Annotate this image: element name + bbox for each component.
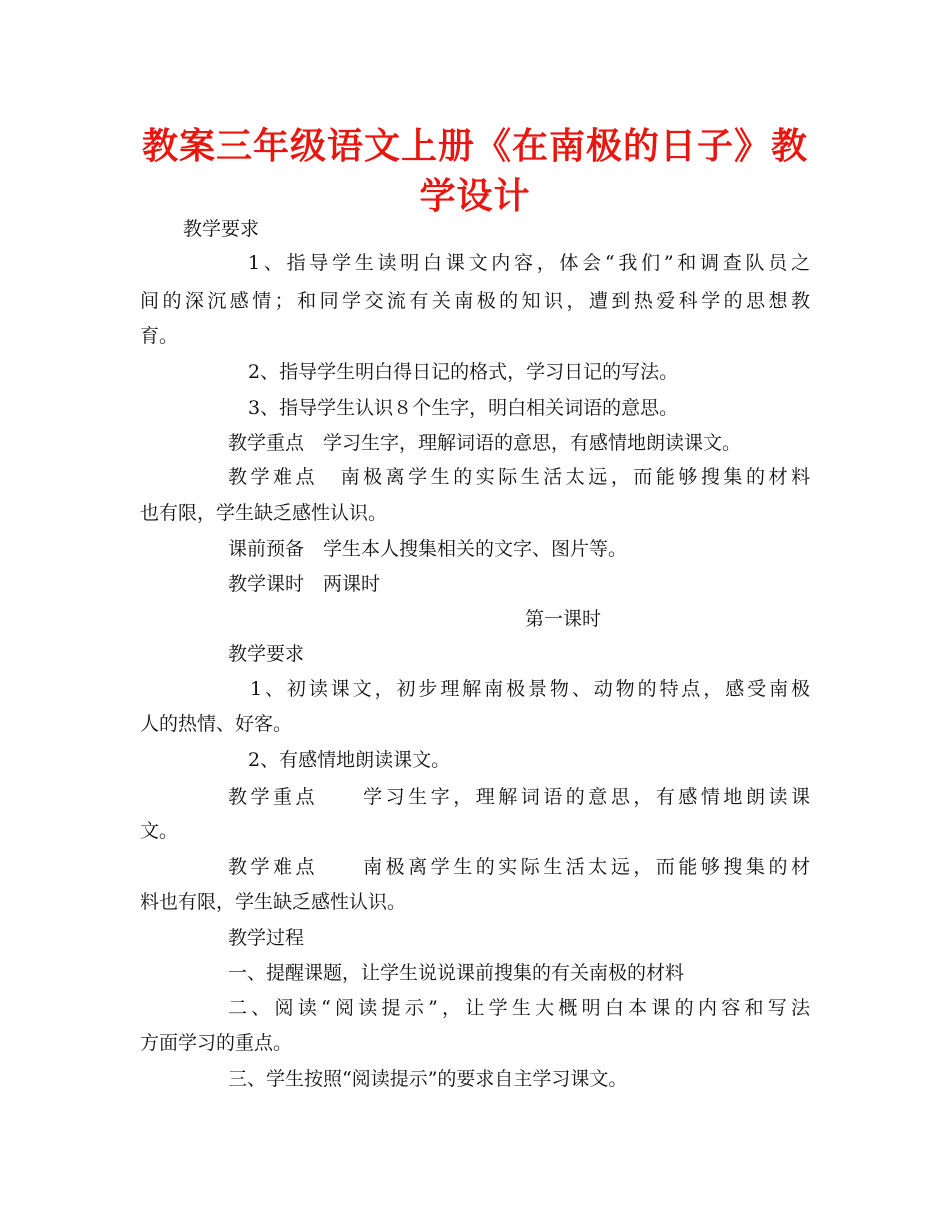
paragraph-line: 也有限，学生缺乏感性认识。 xyxy=(140,502,388,524)
section-heading: 教学要求 xyxy=(183,218,260,240)
paragraph-line: 教学重点 学习生字，理解词语的意思，有感情地朗读课 xyxy=(228,786,810,808)
paragraph-line: 3、指导学生认识８个生字，明白相关词语的意思。 xyxy=(248,397,679,419)
document-title xyxy=(120,122,830,222)
title-line-1: 教案三年级语文上册《在南极的日子》教 xyxy=(141,126,808,167)
paragraph-line: 人的热情、好客。 xyxy=(140,713,293,735)
lesson-heading: 第一课时 xyxy=(524,608,601,630)
paragraph-line: 料也有限，学生缺乏感性认识。 xyxy=(140,891,407,913)
title-line-2: 学设计 xyxy=(419,176,531,217)
paragraph-line: 教学课时 两课时 xyxy=(228,573,381,595)
paragraph-line: 三、学生按照“阅读提示”的要求自主学习课文。 xyxy=(228,1068,628,1090)
paragraph-line: 教学难点 南极离学生的实际生活太远，而能够搜集的材料 xyxy=(228,466,810,488)
section-heading: 教学过程 xyxy=(228,927,305,949)
paragraph-line: 二、阅读“阅读提示”，让学生大概明白本课的内容和写法 xyxy=(228,997,810,1019)
paragraph-line: 间的深沉感情；和同学交流有关南极的知识，遭到热爱科学的思想教 xyxy=(140,290,810,312)
paragraph-line: 教学难点 南极离学生的实际生活太远，而能够搜集的材 xyxy=(228,856,810,878)
paragraph-line: 一、提醒课题，让学生说说课前搜集的有关南极的材料 xyxy=(228,962,685,984)
paragraph-line: 文。 xyxy=(140,820,179,842)
paragraph-line: 育。 xyxy=(140,325,179,347)
paragraph-line: 1、初读课文，初步理解南极景物、动物的特点，感受南极 xyxy=(250,678,810,700)
paragraph-line: 教学重点 学习生字，理解词语的意思，有感情地朗读课文。 xyxy=(228,432,742,454)
paragraph-line: 方面学习的重点。 xyxy=(140,1032,293,1054)
paragraph-line: 1、指导学生读明白课文内容，体会“我们”和调查队员之 xyxy=(248,252,810,274)
section-heading: 教学要求 xyxy=(228,643,305,665)
paragraph-line: 2、有感情地朗读课文。 xyxy=(248,749,451,771)
paragraph-line: 2、指导学生明白得日记的格式，学习日记的写法。 xyxy=(248,361,679,383)
paragraph-line: 课前预备 学生本人搜集相关的文字、图片等。 xyxy=(228,538,628,560)
